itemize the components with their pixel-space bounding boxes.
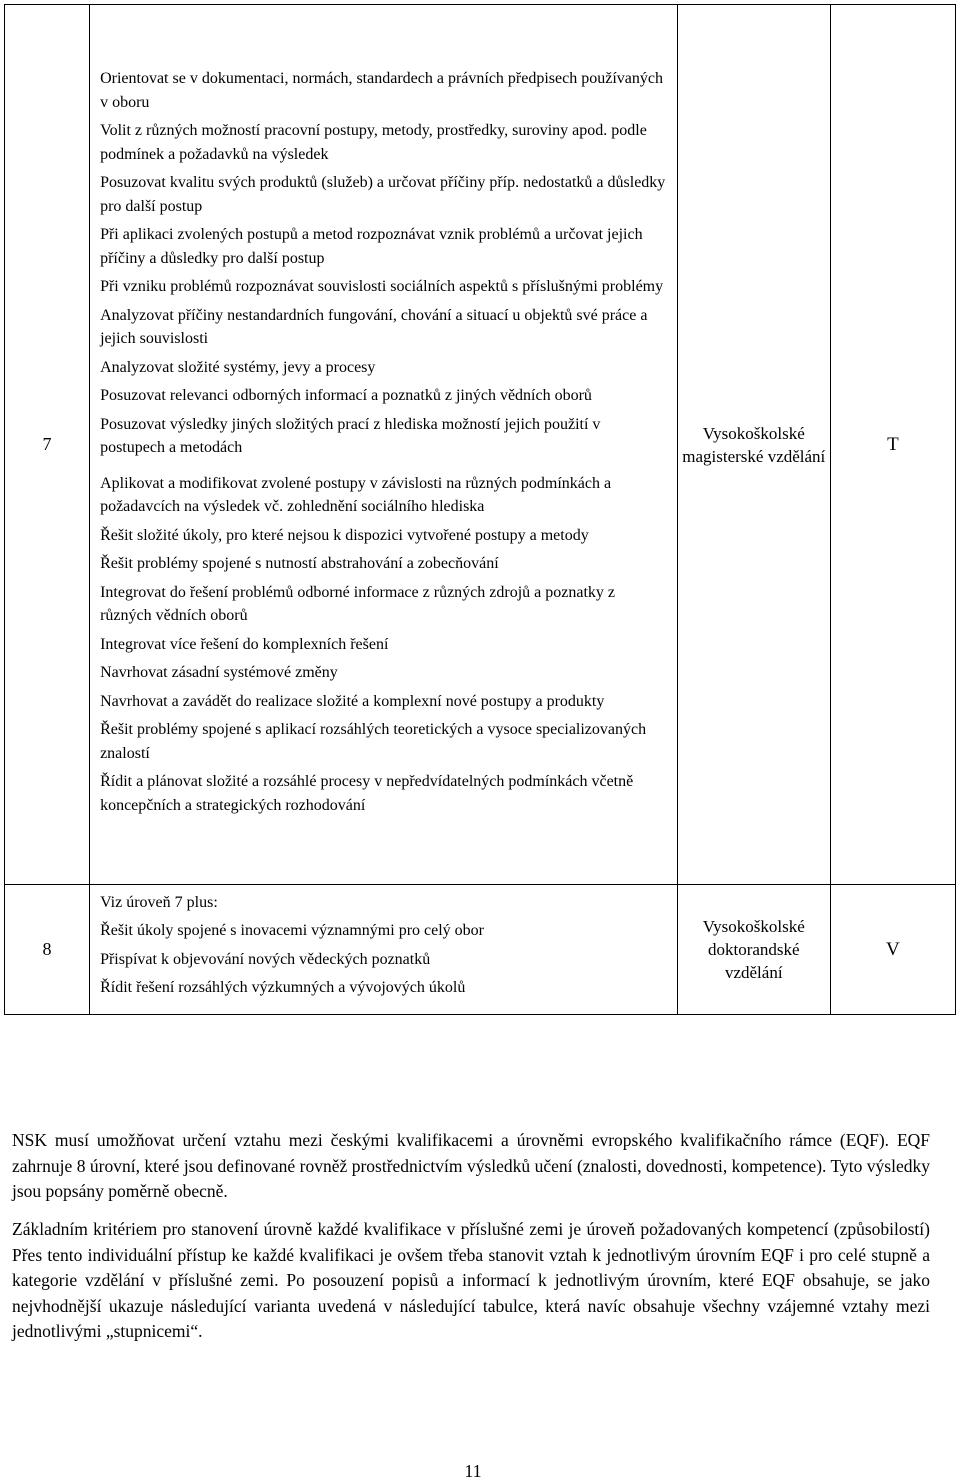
list-item: Řídit řešení rozsáhlých výzkumných a vývojových úkolů [100,979,466,996]
list-item: Integrovat více řešení do komplexních řešení [100,635,389,653]
list-item: Řešit problémy spojené s aplikací rozsáhlých teoretických a vysoce specializovaných znalostí [100,721,647,762]
competence-list [90,61,677,828]
body-paragraph: NSK musí umožňovat určení vztahu mezi českými kvalifikacemi a úrovněmi evropského kvalifikačního rámce (EQF). EQF zahrnuje 8 úrovní, které jsou definované rovněž prostřednictvím výsledků učení (znalosti, dovednosti, kompetence). Tyto výsledky jsou popsány poměrně obecně. [12,1130,930,1201]
list-item: Posuzovat relevanci odborných informací a poznatků z jiných vědních oborů [100,387,592,404]
list-item: Řešit úkoly spojené s inovacemi významnými pro celý obor [100,922,484,939]
education-level: Vysokoškolské magisterské vzdělání [677,5,830,885]
level-number: 8 [5,885,90,1015]
competence-list-cell [90,885,678,1015]
table-row-level-7 [5,5,956,885]
page-number: 11 [464,1461,482,1481]
body-paragraph: Základním kritériem pro stanovení úrovně každé kvalifikace v příslušné zemi je úroveň požadovaných kompetencí (způsobilostí) Přes tento individuální přístup ke každé kvalifikaci je ovšem třeba stanovit vztah k jednotlivým úrovním EQF i pro celé stupně a kategorie vzdělání v příslušné zemi. Po posouzení popisů a informací k jednotlivým úrovním, které EQF obsahuje, se jako nejvhodnější ukazuje následující varianta uvedená v následující tabulce, která navíc obsahuje všechny vzájemné vztahy mezi jednotlivými „stupnicemi“. [12,1219,930,1341]
list-item: Analyzovat příčiny nestandardních fungování, chování a situací u objektů své práce a jejich souvislosti [100,306,648,347]
list-item: Při vzniku problémů rozpoznávat souvislosti sociálních aspektů s příslušnými problémy [100,278,664,295]
education-level: Vysokoškolské doktorandské vzdělání [677,885,830,1015]
education-type: V [830,885,955,1015]
list-item: Integrovat do řešení problémů odborné informace z různých zdrojů a poznatky z různých vědních oborů [100,583,615,624]
list-item: Volit z různých možností pracovní postupy, metody, prostředky, suroviny apod. podle podmínek a požadavků na výsledek [100,122,647,163]
list-item: Přispívat k objevování nových vědeckých poznatků [100,950,431,968]
list-item: Navrhovat a zavádět do realizace složité a komplexní nové postupy a produkty [100,692,605,710]
competence-list-cell [90,5,678,885]
list-item: Analyzovat složité systémy, jevy a procesy [100,358,376,376]
list-item: Řídit a plánovat složité a rozsáhlé procesy v nepředvídatelných podmínkách včetně koncepčních a strategických rozhodování [100,773,634,814]
competence-list [90,889,677,1011]
list-item: Posuzovat výsledky jiných složitých prací z hlediska možností jejich použití v postupech a metodách [100,415,601,456]
list-item: Viz úroveň 7 plus: [100,893,218,911]
level-number: 7 [5,5,90,885]
table-row-level-8 [5,885,956,1015]
list-item: Navrhovat zásadní systémové změny [100,664,338,681]
education-type: T [830,5,955,885]
list-item: Aplikovat a modifikovat zvolené postupy v závislosti na různých podmínkách a požadavcích na výsledek vč. zohlednění sociálního hlediska [100,474,612,515]
list-item: Řešit problémy spojené s nutností abstrahování a zobecňování [100,555,499,572]
list-item: Řešit složité úkoly, pro které nejsou k dispozici vytvořené postupy a metody [100,526,589,544]
list-item: Při aplikaci zvolených postupů a metod rozpoznávat vznik problémů a určovat jejich příčiny a důsledky pro další postup [100,226,643,267]
list-item: Orientovat se v dokumentaci, normách, standardech a právních předpisech používaných v oboru [100,70,663,111]
qualification-table [4,4,956,1015]
list-item: Posuzovat kvalitu svých produktů (služeb) a určovat příčiny příp. nedostatků a důsledky pro další postup [100,174,666,215]
